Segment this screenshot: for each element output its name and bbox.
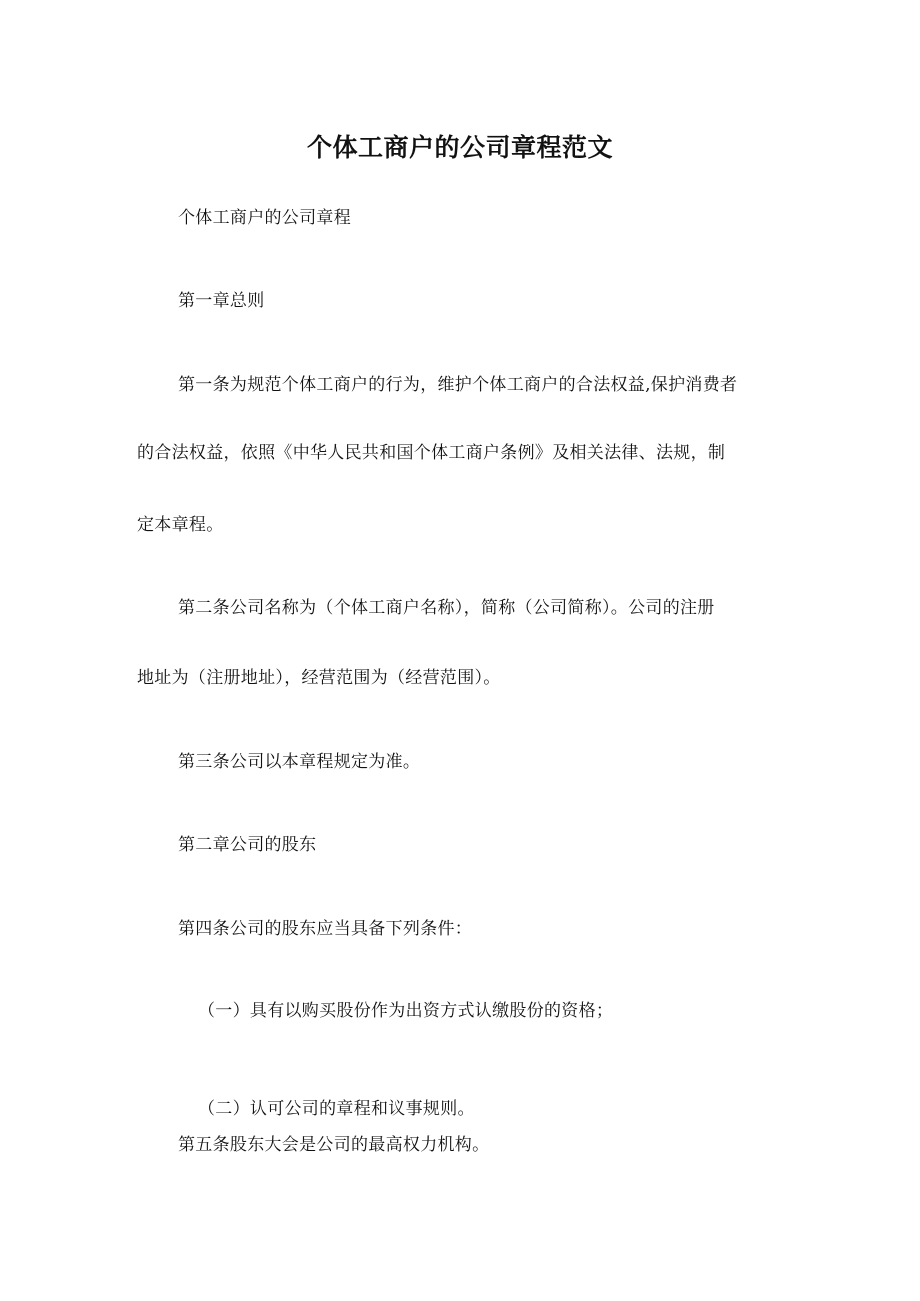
article-1-line-1: 第一条为规范个体工商户的行为，维护个体工商户的合法权益,保护消费者 <box>178 375 738 395</box>
article-1-line-3: 定本章程。 <box>137 515 224 535</box>
article-4: 第四条公司的股东应当具备下列条件： <box>178 919 473 939</box>
article-2-line-1: 第二条公司名称为（个体工商户名称），简称（公司简称）。公司的注册 <box>178 598 715 618</box>
document-subtitle: 个体工商户的公司章程 <box>178 208 351 228</box>
document-title: 个体工商户的公司章程范文 <box>306 133 613 162</box>
condition-item-1: （一）具有以购买股份作为出资方式认缴股份的资格； <box>198 1001 614 1021</box>
condition-item-2: （二）认可公司的章程和议事规则。 <box>198 1099 475 1119</box>
chapter-heading-1: 第一章总则 <box>178 291 265 311</box>
article-5: 第五条股东大会是公司的最高权力机构。 <box>178 1135 490 1155</box>
chapter-heading-2: 第二章公司的股东 <box>178 835 317 855</box>
article-1-line-2: 的合法权益，依照《中华人民共和国个体工商户条例》及相关法律、法规，制 <box>137 443 726 463</box>
article-3: 第三条公司以本章程规定为准。 <box>178 752 421 772</box>
article-2-line-2: 地址为（注册地址），经营范围为（经营范围）。 <box>137 668 501 688</box>
